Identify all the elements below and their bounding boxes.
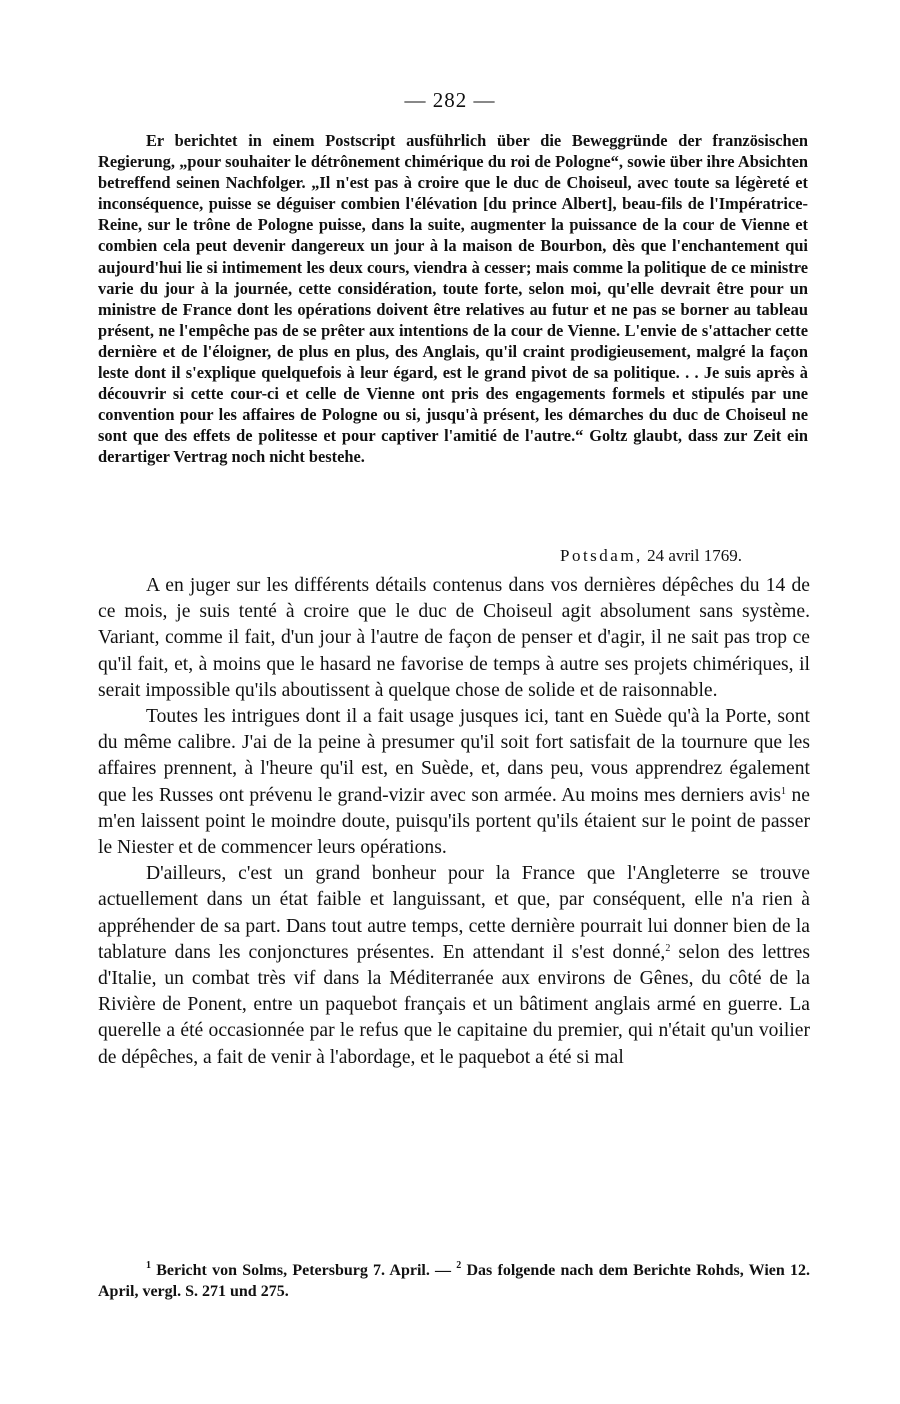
letter-paragraph-3-text-b: selon des lettres d'Italie, un combat très vif dans la Méditerranée aux environs de Gênes, du côté de la Rivière de Ponent, entre un paquebot français et un bâtiment anglais armé en guerre. La querelle a été occasionnée par le refus que le capitaine du premier, qui n'était qu'un voilier de dépêches, a fait de venir à l'abordage, et le paquebot a été si mal [98, 941, 810, 1068]
letter-paragraph-2-text-a: Toutes les intrigues dont il a fait usage jusques ici, tant en Suède qu'à la Porte, sont du même calibre. J'ai de la peine à presumer qu'il soit fort satisfait de la tournure que les affaires prennent, à l'heure qu'il est, en Suède, et, dans peu, vous apprendrez également que les Russes ont prévenu le grand-vizir avec son armée. Au moins mes derniers avis [98, 706, 810, 806]
dateline-date: 24 avril 1769. [647, 546, 742, 565]
letter-body [98, 573, 810, 1071]
dateline-place: Potsdam, [560, 546, 643, 565]
letter-paragraph-1: A en juger sur les différents détails contenus dans vos dernières dépêches du 14 de ce mois, je suis tenté à croire que le duc de Choiseul agit absolument sans système. Variant, comme il fait, d'un jour à l'autre de façon de penser et d'agir, il ne sait pas trop ce qu'il fait, et, à moins que le hasard ne favorise de temps à autre ses projets chimériques, il serait impossible qu'ils aboutissent à quelque chose de solide et de raisonnable. [98, 575, 810, 701]
summary-paragraph: Er berichtet in einem Postscript ausführlich über die Beweggründe der französischen Regierung, „pour souhaiter le détrônement chimérique du roi de Pologne“, sowie über ihre Absichten betreffend seinen Nachfolger. „Il n'est pas à croire que le duc de Choiseul, avec toute sa légèreté et inconséquence, puisse se déguiser combien l'élévation [du prince Albert], beau-fils de l'Impératrice-Reine, sur le trône de Pologne puisse, dans la suite, augmenter la puissance de la cour de Vienne et combien cela peut devenir dangereux un jour à la maison de Bourbon, dès que l'enchantement qui aujourd'hui lie si intimement les deux cours, viendra à cesser; mais comme la politique de ce ministre varie du jour à la journée, cette considération, toute forte, selon moi, qu'elle devrait être pour un ministre de France dont les opérations doivent être relatives au futur et ne pas se borner au tableau présent, ne l'empêche pas de se prêter aux intentions de la cour de Vienne. L'envie de s'attacher cette dernière et de l'éloigner, de plus en plus, des Anglais, qu'il craint prodigieusement, malgré la façon leste dont il s'explique quelquefois à leur égard, est le grand pivot de sa politique. . . Je suis après à découvrir si cette cour-ci et celle de Vienne ont pris des engagements formels et stipulés par une convention pour les affaires de Pologne ou si, jusqu'à présent, les démarches du duc de Choiseul ne sont que des effets de politesse et pour captiver l'amitié de l'autre.“ Goltz glaubt, dass zur Zeit ein derartiger Vertrag noch nicht bestehe. [98, 131, 808, 467]
footnote-2-text: Das folgende nach dem Berichte Rohds, Wien 12. April, vergl. S. 271 und 275. [98, 1262, 810, 1300]
letter-paragraph-2 [98, 704, 810, 861]
footnote-ref-2: 2 [665, 942, 671, 954]
letter-paragraph-2-text-b: ne m'en laissent point le moindre doute, puisqu'ils portent qu'ils étaient sur le point de passer le Niester et de commencer leurs opérations. [98, 784, 810, 859]
page-number: — 282 — [404, 88, 496, 112]
letter-paragraph-3-text-a: D'ailleurs, c'est un grand bonheur pour la France que l'Angleterre se trouve actuellement dans un état faible et languissant, et que, par conséquent, elle n'a rien à appréhender de sa part. Dans tout autre temps, cette dernière pourrait lui donner bien de la tablature dans les conjonctures présentes. En attendant il s'est donné, [98, 863, 810, 963]
footnote-2-mark: 2 [456, 1260, 462, 1271]
footnote-1-mark: 1 [146, 1260, 151, 1271]
footnotes [98, 1261, 810, 1302]
letter-paragraph-3 [98, 861, 810, 1071]
footnote-1-text: Bericht von Solms, Petersburg 7. April. — [151, 1262, 457, 1279]
footnote-ref-1: 1 [781, 785, 787, 797]
dateline [560, 546, 810, 566]
